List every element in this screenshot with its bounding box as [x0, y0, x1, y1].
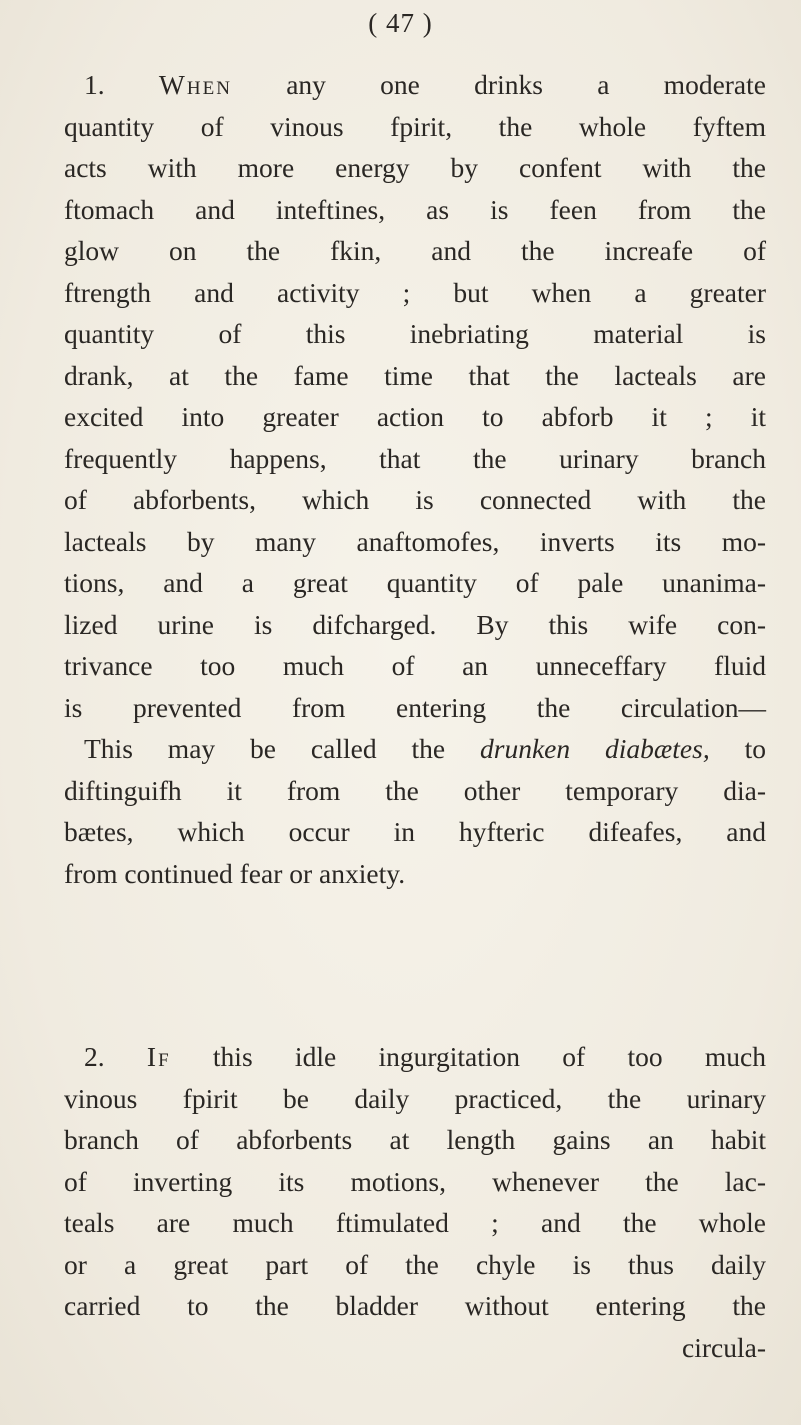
- text-line: from continued fear or anxiety.: [64, 857, 406, 889]
- text-line: is prevented from entering the circulation—: [64, 691, 766, 723]
- text-line: branch of abforbents at length gains an habit: [64, 1124, 766, 1155]
- text-line: teals are much ftimulated ; and the whole: [64, 1207, 766, 1238]
- text-line: 2. If this idle ingurgitation of too much: [84, 1041, 766, 1072]
- paragraph-2: [64, 1036, 766, 1368]
- text-line: lacteals by many anaftomofes, inverts its mo-: [64, 525, 766, 557]
- lead-word: If: [146, 1041, 171, 1072]
- paragraph-number: 2.: [84, 1041, 105, 1072]
- text-line: acts with more energy by confent with the: [64, 152, 766, 183]
- text-line: vinous fpirit be daily practiced, the urinary: [64, 1082, 766, 1114]
- text-line: lized urine is difcharged. By this wife con-: [64, 608, 766, 640]
- text-line: or a great part of the chyle is thus daily: [64, 1248, 766, 1280]
- catchword: circula-: [682, 1331, 766, 1363]
- text-line: of abforbents, which is connected with the: [64, 484, 766, 515]
- page-number: ( 47 ): [368, 8, 433, 38]
- text-line: quantity of this inebriating material is: [64, 318, 766, 349]
- italic-term: drunken diabætes,: [480, 733, 710, 764]
- text-line: This may be called the drunken diabætes, to: [84, 733, 767, 764]
- text-line: ftomach and inteftines, as is feen from the: [64, 193, 766, 225]
- lead-word: When: [158, 69, 232, 100]
- text-line: tions, and a great quantity of pale unanima-: [64, 567, 766, 598]
- paragraph-number: 1.: [84, 69, 105, 100]
- text-line: excited into greater action to abforb it ; it: [64, 401, 766, 432]
- text-line: frequently happens, that the urinary branch: [64, 442, 766, 474]
- paragraph-1: [64, 64, 766, 894]
- text-line: drank, at the fame time that the lacteals are: [64, 359, 766, 391]
- text-line: trivance too much of an unneceffary fluid: [64, 650, 766, 681]
- text-line: diftinguifh it from the other temporary dia-: [64, 774, 766, 806]
- text-line: 1. When any one drinks a moderate: [84, 69, 766, 100]
- text-line: ftrength and activity ; but when a greater: [64, 276, 766, 308]
- text-line: of inverting its motions, whenever the lac-: [64, 1165, 766, 1197]
- text-line: bætes, which occur in hyfteric difeafes, and: [64, 816, 766, 847]
- text-line: quantity of vinous fpirit, the whole fyftem: [64, 110, 766, 142]
- text-line: carried to the bladder without entering the: [64, 1290, 766, 1321]
- text-line: glow on the fkin, and the increafe of: [64, 235, 766, 266]
